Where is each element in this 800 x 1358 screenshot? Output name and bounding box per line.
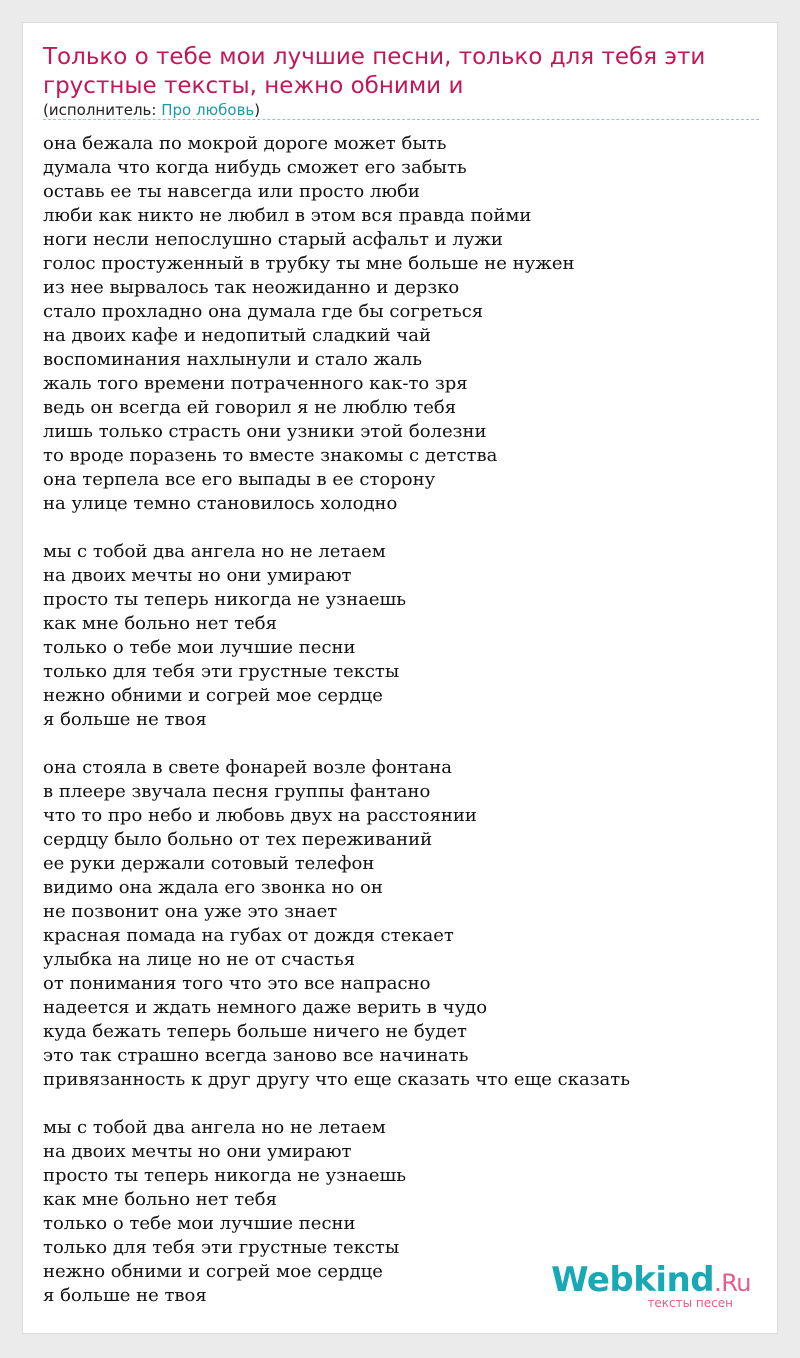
lyrics-line: ведь он всегда ей говорил я не люблю тебя: [43, 397, 457, 418]
artist-prefix: (исполнитель:: [43, 101, 162, 119]
artist-link[interactable]: Про любовь: [161, 101, 255, 119]
page-title: Только о тебе мои лучшие песни, только для тебя эти грустные тексты, нежно обними и: [43, 44, 706, 99]
lyrics-line: нежно обними и согрей мое сердце: [43, 1261, 383, 1282]
artist-suffix: ): [254, 101, 261, 119]
logo-tld: .Ru: [714, 1269, 751, 1297]
lyrics-line: не позвонит она уже это знает: [43, 901, 338, 922]
lyrics-line: мы с тобой два ангела но не летаем: [43, 1117, 386, 1138]
lyrics-card: [22, 22, 778, 1334]
lyrics-line: на улице темно становилось холодно: [43, 493, 398, 514]
lyrics-stanza: [43, 756, 759, 1092]
lyrics-line: только для тебя эти грустные тексты: [43, 661, 400, 682]
logo-name: Webkind: [551, 1260, 715, 1300]
lyrics-line: думала что когда нибудь сможет его забыть: [43, 157, 467, 178]
logo-tagline: тексты песен: [647, 1296, 733, 1310]
title-divider: [43, 119, 759, 120]
lyrics-line: мы с тобой два ангела но не летаем: [43, 541, 386, 562]
lyrics-line: лишь только страсть они узники этой болезни: [43, 421, 487, 442]
site-logo[interactable]: [551, 1262, 751, 1309]
lyrics-line: красная помада на губах от дождя стекает: [43, 925, 454, 946]
lyrics-line: это так страшно всегда заново все начинать: [43, 1045, 469, 1066]
lyrics-line: только для тебя эти грустные тексты: [43, 1237, 400, 1258]
lyrics-line: только о тебе мои лучшие песни: [43, 1213, 356, 1234]
lyrics-line: от понимания того что это все напрасно: [43, 973, 431, 994]
lyrics-line: люби как никто не любил в этом вся правда пойми: [43, 205, 532, 226]
lyrics-line: я больше не твоя: [43, 709, 207, 730]
lyrics-line: она стояла в свете фонарей возле фонтана: [43, 757, 452, 778]
lyrics-line: как мне больно нет тебя: [43, 613, 277, 634]
lyrics-line: из нее вырвалось так неожиданно и дерзко: [43, 277, 460, 298]
lyrics-line: просто ты теперь никогда не узнаешь: [43, 589, 407, 610]
lyrics-line: я больше не твоя: [43, 1285, 207, 1306]
lyrics-line: ее руки держали сотовый телефон: [43, 853, 375, 874]
lyrics-line: привязанность к друг другу что еще сказать что еще сказать: [43, 1069, 631, 1090]
lyrics-line: она терпела все его выпады в ее сторону: [43, 469, 436, 490]
lyrics-line: она бежала по мокрой дороге может быть: [43, 133, 447, 154]
lyrics-line: улыбка на лице но не от счастья: [43, 949, 356, 970]
lyrics-line: ноги несли непослушно старый асфальт и лужи: [43, 229, 503, 250]
lyrics-line: что то про небо и любовь двух на расстоянии: [43, 805, 477, 826]
lyrics-line: на двоих мечты но они умирают: [43, 1141, 352, 1162]
lyrics-line: как мне больно нет тебя: [43, 1189, 277, 1210]
lyrics-line: на двоих кафе и недопитый сладкий чай: [43, 325, 432, 346]
lyrics-stanza: [43, 132, 759, 516]
artist-line: [43, 100, 260, 120]
lyrics-line: оставь ее ты навсегда или просто люби: [43, 181, 420, 202]
lyrics-line: то вроде поразень то вместе знакомы с детства: [43, 445, 498, 466]
lyrics-text: [43, 132, 759, 1332]
lyrics-line: голос простуженный в трубку ты мне больше не нужен: [43, 253, 575, 274]
lyrics-line: стало прохладно она думала где бы согреться: [43, 301, 484, 322]
lyrics-line: куда бежать теперь больше ничего не будет: [43, 1021, 467, 1042]
lyrics-line: на двоих мечты но они умирают: [43, 565, 352, 586]
lyrics-line: жаль того времени потраченного как-то зря: [43, 373, 468, 394]
lyrics-stanza: [43, 540, 759, 732]
lyrics-line: сердцу было больно от тех переживаний: [43, 829, 433, 850]
lyrics-line: видимо она ждала его звонка но он: [43, 877, 383, 898]
lyrics-line: просто ты теперь никогда не узнаешь: [43, 1165, 407, 1186]
lyrics-line: воспоминания нахлынули и стало жаль: [43, 349, 423, 370]
lyrics-line: в плеере звучала песня группы фантано: [43, 781, 431, 802]
lyrics-line: только о тебе мои лучшие песни: [43, 637, 356, 658]
lyrics-line: нежно обними и согрей мое сердце: [43, 685, 383, 706]
lyrics-line: надеется и ждать немного даже верить в чудо: [43, 997, 488, 1018]
